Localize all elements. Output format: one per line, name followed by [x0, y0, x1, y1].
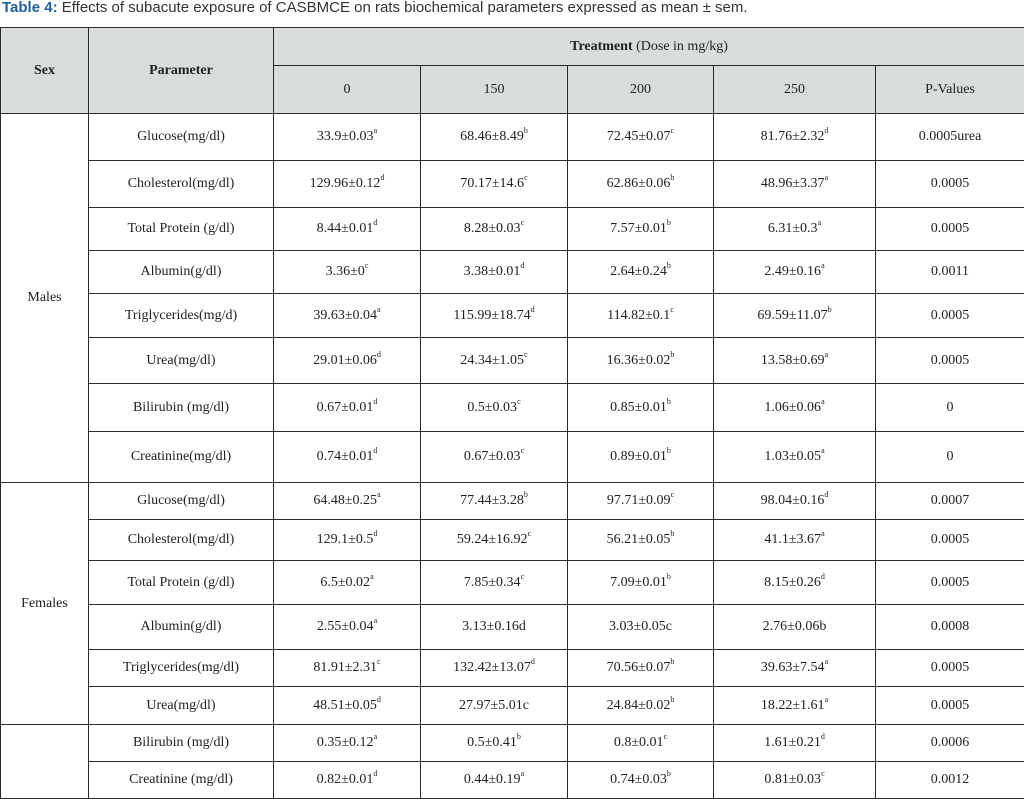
significance-letter: d	[821, 572, 825, 581]
value-cell	[421, 338, 568, 384]
value-text: 0.35±0.12	[317, 735, 374, 750]
value-text: 129.1±0.5	[317, 532, 374, 547]
significance-letter: a	[370, 572, 374, 581]
pvalue-cell: 0.0005	[876, 650, 1024, 687]
header-pvalues: P-Values	[876, 66, 1024, 114]
table-row	[1, 725, 1024, 762]
value-cell	[274, 561, 421, 605]
significance-letter: b	[670, 657, 674, 666]
table-row	[1, 338, 1024, 384]
header-treatment-unit: (Dose in mg/kg)	[633, 39, 728, 54]
value-cell	[714, 294, 876, 338]
value-text: 114.82±0.1	[607, 308, 670, 323]
caption-label: Table 4:	[2, 0, 58, 16]
parameter-cell: Albumin(g/dl)	[89, 605, 274, 650]
value-text: 0.5±0.41	[467, 735, 517, 750]
parameter-cell: Triglycerides(mg/dl)	[89, 650, 274, 687]
value-cell	[714, 384, 876, 432]
value-cell	[568, 605, 714, 650]
significance-letter: d	[373, 529, 377, 538]
significance-letter: b	[517, 732, 521, 741]
value-text: 0.74±0.01	[317, 449, 374, 464]
caption-text: Effects of subacute exposure of CASBMCE on rats biochemical parameters expressed as mean ± sem.	[58, 0, 748, 16]
header-dose: 250	[714, 66, 876, 114]
value-text: 81.76±2.32	[761, 129, 825, 144]
table-row	[1, 251, 1024, 294]
value-text: 62.86±0.06	[607, 176, 671, 191]
value-text: 2.49±0.16	[764, 264, 821, 279]
value-text: 13.58±0.69	[761, 353, 825, 368]
pvalue-cell: 0.0005urea	[876, 114, 1024, 161]
table-row	[1, 161, 1024, 208]
parameter-cell: Total Protein (g/dl)	[89, 561, 274, 605]
value-cell	[568, 561, 714, 605]
value-text: 8.44±0.01	[317, 221, 374, 236]
value-cell	[568, 483, 714, 520]
value-cell	[274, 251, 421, 294]
value-cell	[274, 161, 421, 208]
significance-letter: a	[374, 126, 378, 135]
value-text: 24.84±0.02	[607, 698, 671, 713]
table-row	[1, 294, 1024, 338]
value-cell	[714, 561, 876, 605]
table-caption	[2, 0, 748, 20]
significance-letter: b	[667, 218, 671, 227]
value-cell	[714, 251, 876, 294]
value-cell	[714, 208, 876, 251]
significance-letter: a	[825, 695, 829, 704]
value-cell	[568, 294, 714, 338]
value-text: 0.74±0.03	[610, 772, 667, 787]
significance-letter: a	[818, 218, 822, 227]
value-cell	[714, 161, 876, 208]
sex-cell	[1, 725, 89, 799]
significance-letter: d	[373, 446, 377, 455]
significance-letter: c	[528, 529, 532, 538]
table-body	[1, 114, 1024, 799]
sex-cell: Males	[1, 114, 89, 483]
pvalue-cell: 0	[876, 384, 1024, 432]
value-cell	[714, 650, 876, 687]
header-dose: 200	[568, 66, 714, 114]
pvalue-cell: 0.0005	[876, 561, 1024, 605]
value-text: 33.9±0.03	[317, 129, 374, 144]
significance-letter: a	[377, 490, 381, 499]
value-cell	[568, 520, 714, 561]
significance-letter: b	[524, 490, 528, 499]
header-dose: 150	[421, 66, 568, 114]
header-dose: 0	[274, 66, 421, 114]
table-row	[1, 605, 1024, 650]
value-text: 72.45±0.07	[607, 129, 671, 144]
significance-letter: a	[521, 769, 525, 778]
value-text: 1.61±0.21	[764, 735, 821, 750]
value-cell	[421, 294, 568, 338]
significance-letter: d	[531, 657, 535, 666]
pvalue-cell: 0.0011	[876, 251, 1024, 294]
pvalue-cell: 0.0006	[876, 725, 1024, 762]
significance-letter: b	[667, 572, 671, 581]
parameter-cell: Albumin(g/dl)	[89, 251, 274, 294]
value-cell	[421, 251, 568, 294]
significance-letter: d	[824, 490, 828, 499]
significance-letter: c	[521, 218, 525, 227]
value-text: 68.46±8.49	[460, 129, 524, 144]
pvalue-cell: 0.0007	[876, 483, 1024, 520]
value-cell	[714, 687, 876, 725]
value-cell	[421, 114, 568, 161]
significance-letter: a	[825, 657, 829, 666]
value-text: 8.15±0.26	[764, 575, 821, 590]
pvalue-cell: 0.0005	[876, 161, 1024, 208]
value-text: 0.44±0.19	[464, 772, 521, 787]
significance-letter: b	[524, 126, 528, 135]
table-row	[1, 483, 1024, 520]
significance-letter: c	[671, 490, 675, 499]
value-text: 64.48±0.25	[313, 493, 377, 508]
value-text: 0.8±0.01	[614, 735, 664, 750]
value-cell	[568, 687, 714, 725]
value-text: 1.06±0.06	[764, 400, 821, 415]
parameter-cell: Total Protein (g/dl)	[89, 208, 274, 251]
pvalue-cell: 0.0012	[876, 762, 1024, 799]
value-cell	[568, 114, 714, 161]
value-cell	[714, 725, 876, 762]
pvalue-cell: 0	[876, 432, 1024, 483]
value-text: 56.21±0.05	[607, 532, 671, 547]
significance-letter: d	[824, 126, 828, 135]
significance-letter: b	[670, 173, 674, 182]
parameter-cell: Cholesterol(mg/dl)	[89, 520, 274, 561]
significance-letter: a	[374, 732, 378, 741]
value-cell	[274, 208, 421, 251]
significance-letter: d	[373, 397, 377, 406]
value-cell	[568, 762, 714, 799]
value-cell	[714, 483, 876, 520]
value-text: 115.99±18.74	[453, 308, 530, 323]
value-cell	[274, 114, 421, 161]
significance-letter: c	[664, 732, 668, 741]
significance-letter: c	[524, 173, 528, 182]
value-text: 2.55±0.04	[317, 619, 374, 634]
value-text: 6.5±0.02	[320, 575, 370, 590]
significance-letter: d	[373, 769, 377, 778]
parameter-cell: Cholesterol(mg/dl)	[89, 161, 274, 208]
value-cell	[714, 520, 876, 561]
value-cell	[421, 483, 568, 520]
parameter-cell: Glucose(mg/dl)	[89, 114, 274, 161]
value-text: 69.59±11.07	[757, 308, 827, 323]
significance-letter: c	[821, 769, 825, 778]
value-text: 48.96±3.37	[761, 176, 825, 191]
header-treatment-label: Treatment	[570, 39, 632, 54]
value-cell	[274, 725, 421, 762]
value-text: 70.17±14.6	[460, 176, 524, 191]
value-cell	[274, 384, 421, 432]
value-text: 6.31±0.3	[768, 221, 818, 236]
parameter-cell: Bilirubin (mg/dl)	[89, 384, 274, 432]
value-cell	[568, 650, 714, 687]
value-text: 1.03±0.05	[764, 449, 821, 464]
significance-letter: d	[821, 732, 825, 741]
header-sex: Sex	[1, 28, 89, 114]
value-cell	[274, 483, 421, 520]
parameter-cell: Urea(mg/dl)	[89, 338, 274, 384]
value-text: 0.81±0.03	[764, 772, 821, 787]
table-row	[1, 384, 1024, 432]
value-text: 27.97±5.01c	[459, 698, 529, 713]
significance-letter: d	[380, 173, 384, 182]
value-cell	[421, 561, 568, 605]
value-text: 2.76±0.06b	[763, 619, 827, 634]
value-text: 16.36±0.02	[607, 353, 671, 368]
value-cell	[568, 208, 714, 251]
value-text: 7.57±0.01	[610, 221, 667, 236]
pvalue-cell: 0.0005	[876, 294, 1024, 338]
value-cell	[568, 432, 714, 483]
significance-letter: a	[825, 173, 829, 182]
table-row	[1, 208, 1024, 251]
significance-letter: c	[365, 261, 369, 270]
value-text: 3.03±0.05c	[609, 619, 672, 634]
significance-letter: c	[521, 572, 525, 581]
significance-letter: b	[670, 695, 674, 704]
value-text: 48.51±0.05	[313, 698, 377, 713]
sex-cell: Females	[1, 483, 89, 725]
value-text: 7.85±0.34	[464, 575, 521, 590]
value-cell	[714, 338, 876, 384]
value-cell	[421, 605, 568, 650]
value-text: 81.91±2.31	[313, 660, 377, 675]
value-cell	[274, 520, 421, 561]
parameter-cell: Glucose(mg/dl)	[89, 483, 274, 520]
significance-letter: d	[520, 261, 524, 270]
significance-letter: b	[667, 446, 671, 455]
significance-letter: b	[667, 261, 671, 270]
value-cell	[714, 432, 876, 483]
value-text: 59.24±16.92	[457, 532, 528, 547]
significance-letter: c	[517, 397, 521, 406]
value-cell	[421, 161, 568, 208]
significance-letter: a	[821, 261, 825, 270]
value-cell	[421, 432, 568, 483]
value-text: 29.01±0.06	[313, 353, 377, 368]
significance-letter: c	[524, 350, 528, 359]
significance-letter: c	[670, 305, 674, 314]
value-cell	[714, 114, 876, 161]
table-row	[1, 650, 1024, 687]
parameter-cell: Bilirubin (mg/dl)	[89, 725, 274, 762]
significance-letter: a	[374, 616, 378, 625]
significance-letter: a	[821, 446, 825, 455]
pvalue-cell: 0.0005	[876, 208, 1024, 251]
value-cell	[568, 384, 714, 432]
value-text: 0.67±0.01	[317, 400, 374, 415]
value-cell	[568, 725, 714, 762]
table-row	[1, 114, 1024, 161]
value-text: 24.34±1.05	[460, 353, 524, 368]
value-cell	[568, 161, 714, 208]
value-text: 0.89±0.01	[610, 449, 667, 464]
significance-letter: c	[377, 657, 381, 666]
value-text: 2.64±0.24	[610, 264, 667, 279]
value-text: 3.38±0.01	[464, 264, 521, 279]
significance-letter: a	[377, 305, 381, 314]
value-cell	[274, 605, 421, 650]
value-text: 0.5±0.03	[467, 400, 517, 415]
table-row	[1, 520, 1024, 561]
significance-letter: b	[828, 305, 832, 314]
value-text: 77.44±3.28	[460, 493, 524, 508]
value-cell	[421, 208, 568, 251]
parameter-cell: Creatinine(mg/dl)	[89, 432, 274, 483]
header-parameter: Parameter	[89, 28, 274, 114]
value-text: 39.63±7.54	[761, 660, 825, 675]
value-cell	[274, 650, 421, 687]
header-treatment	[274, 28, 1024, 66]
value-text: 0.85±0.01	[610, 400, 667, 415]
significance-letter: b	[670, 529, 674, 538]
value-text: 18.22±1.61	[761, 698, 825, 713]
table-row	[1, 762, 1024, 799]
value-text: 129.96±0.12	[310, 176, 381, 191]
parameter-cell: Urea(mg/dl)	[89, 687, 274, 725]
significance-letter: a	[821, 529, 825, 538]
biochemical-table	[0, 27, 1024, 799]
value-cell	[421, 520, 568, 561]
value-text: 0.82±0.01	[317, 772, 374, 787]
value-cell	[274, 338, 421, 384]
value-cell	[568, 338, 714, 384]
pvalue-cell: 0.0005	[876, 520, 1024, 561]
table-row	[1, 561, 1024, 605]
table-row	[1, 432, 1024, 483]
significance-letter: d	[377, 350, 381, 359]
value-text: 70.56±0.07	[607, 660, 671, 675]
significance-letter: d	[377, 695, 381, 704]
pvalue-cell: 0.0005	[876, 687, 1024, 725]
value-cell	[421, 762, 568, 799]
value-text: 39.63±0.04	[313, 308, 377, 323]
value-text: 8.28±0.03	[464, 221, 521, 236]
value-cell	[421, 650, 568, 687]
value-cell	[421, 687, 568, 725]
pvalue-cell: 0.0005	[876, 338, 1024, 384]
value-text: 41.1±3.67	[764, 532, 821, 547]
value-cell	[714, 605, 876, 650]
significance-letter: b	[667, 769, 671, 778]
value-text: 3.13±0.16d	[462, 619, 526, 634]
value-cell	[421, 725, 568, 762]
value-text: 98.04±0.16	[761, 493, 825, 508]
value-text: 132.42±13.07	[453, 660, 531, 675]
value-text: 0.67±0.03	[464, 449, 521, 464]
value-cell	[274, 687, 421, 725]
significance-letter: d	[531, 305, 535, 314]
parameter-cell: Triglycerides(mg/d)	[89, 294, 274, 338]
table-row	[1, 687, 1024, 725]
significance-letter: c	[671, 126, 675, 135]
value-cell	[274, 294, 421, 338]
value-cell	[421, 384, 568, 432]
value-cell	[714, 762, 876, 799]
significance-letter: c	[521, 446, 525, 455]
value-cell	[274, 762, 421, 799]
parameter-cell: Creatinine (mg/dl)	[89, 762, 274, 799]
pvalue-cell: 0.0008	[876, 605, 1024, 650]
significance-letter: a	[825, 350, 829, 359]
value-cell	[568, 251, 714, 294]
significance-letter: a	[821, 397, 825, 406]
value-text: 97.71±0.09	[607, 493, 671, 508]
value-text: 7.09±0.01	[610, 575, 667, 590]
significance-letter: b	[667, 397, 671, 406]
value-cell	[274, 432, 421, 483]
significance-letter: b	[670, 350, 674, 359]
value-text: 3.36±0	[326, 264, 365, 279]
significance-letter: d	[373, 218, 377, 227]
